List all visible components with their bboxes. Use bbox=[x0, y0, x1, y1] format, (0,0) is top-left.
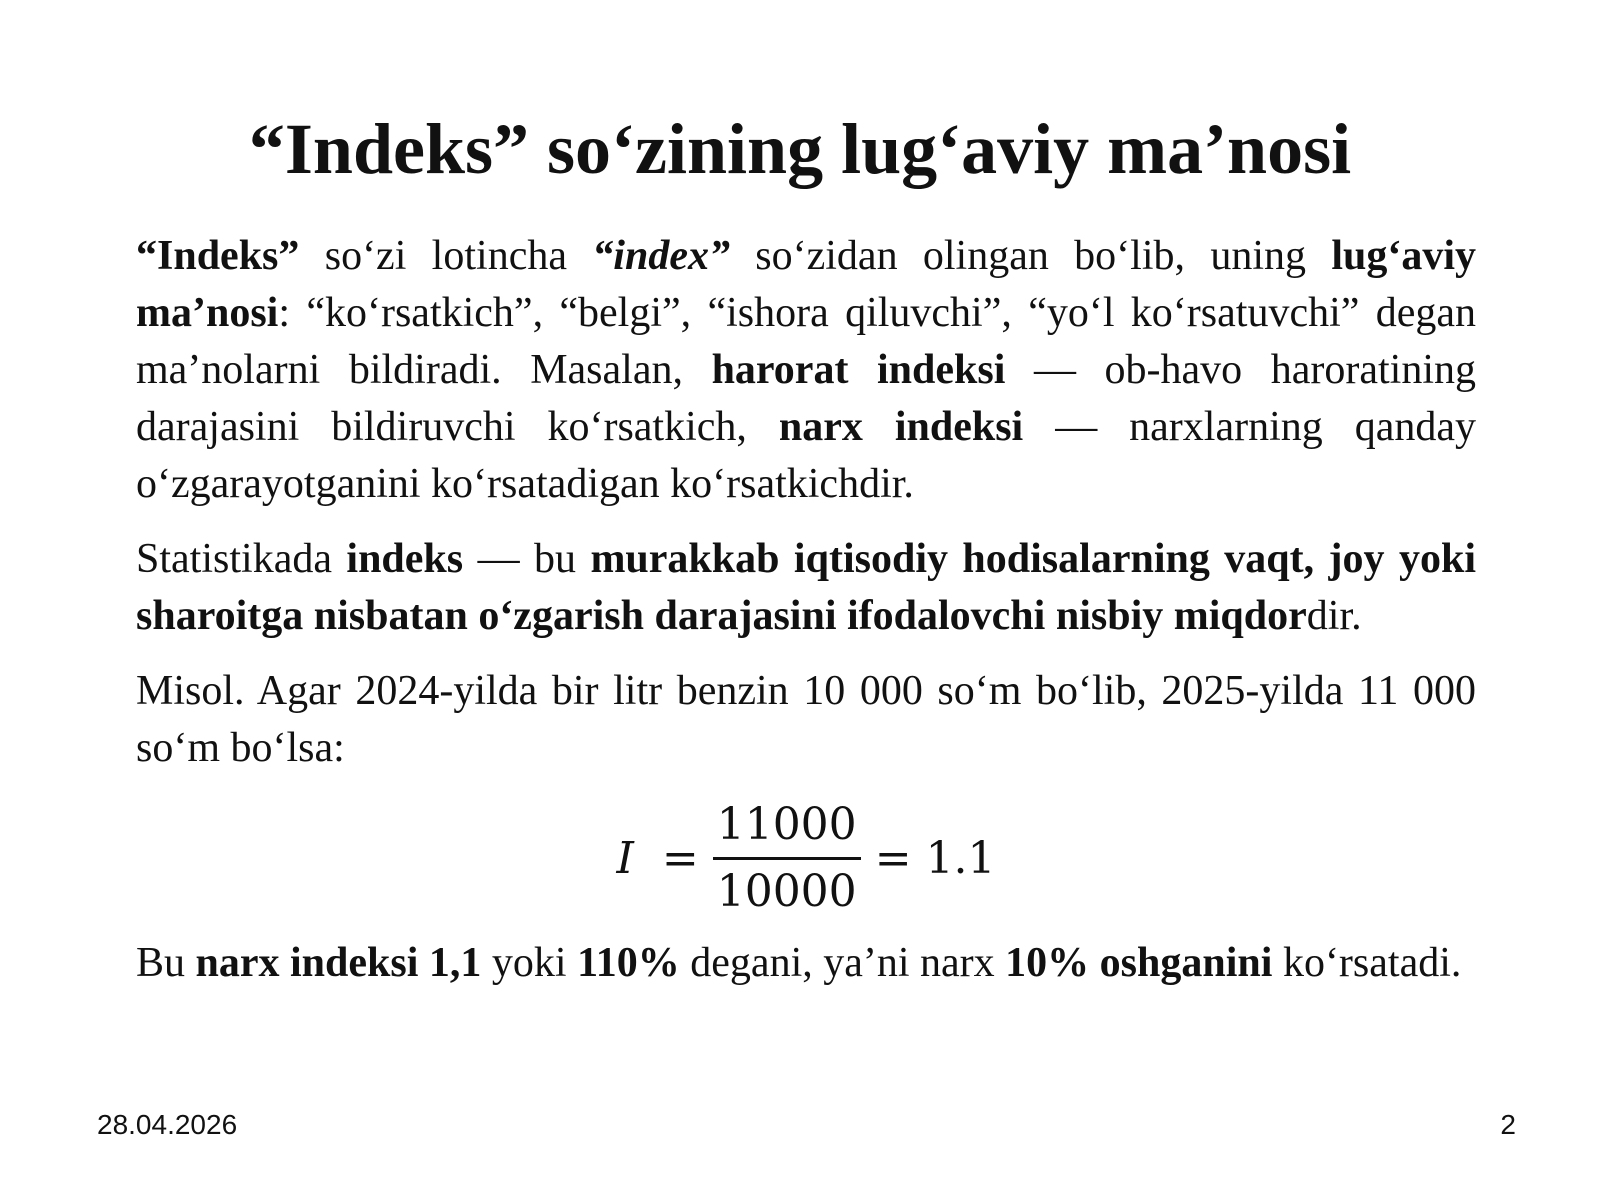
slide-body bbox=[136, 228, 1476, 992]
term-temperature-index: harorat indeksi bbox=[711, 347, 1006, 393]
text-run: Bu bbox=[136, 940, 196, 986]
formula-fraction bbox=[713, 799, 861, 918]
formula-numerator: 11000 bbox=[716, 798, 857, 850]
example-paragraph: Misol. Agar 2024-yilda bir litr benzin 10 000 so‘m bo‘lib, 2025-yilda 11 000 so‘m bo‘lsa: bbox=[136, 668, 1476, 771]
statistics-definition-paragraph bbox=[136, 531, 1476, 645]
slide-date: 28.04.2026 bbox=[97, 1109, 238, 1140]
definition-paragraph bbox=[136, 228, 1476, 513]
text-run: degani, ya’ni narx bbox=[679, 940, 1006, 986]
text-run: so‘zi lotincha bbox=[299, 233, 593, 279]
term-lexical-meaning: lug‘aviy ma’nosi bbox=[136, 233, 1476, 336]
slide-title: “Indeks” so‘zining lug‘aviy ma’nosi bbox=[248, 109, 1352, 189]
text-run: : “ko‘rsatkich”, “belgi”, “ishora qiluvchi”, “yo‘l ko‘rsatuvchi” degan ma’nolarni bildiradi. Masalan, bbox=[136, 290, 1476, 393]
slide-page-number: 2 bbox=[1500, 1109, 1516, 1140]
term-indeks-statistics: indeks bbox=[346, 536, 464, 582]
formula-equals-sign: = bbox=[874, 832, 912, 884]
text-run: dir. bbox=[1306, 593, 1362, 639]
text-run: so‘zidan olingan bo‘lib, uning bbox=[729, 233, 1332, 279]
text-run: Statistikada bbox=[136, 536, 347, 582]
formula-equals-sign: = bbox=[661, 832, 699, 884]
formula-denominator: 10000 bbox=[716, 865, 857, 917]
formula-result: 1.1 bbox=[925, 832, 996, 884]
text-run: yoki bbox=[481, 940, 578, 986]
definition-emphasis: murakkab iqtisodiy hodisalarning vaqt, joy yoki sharoitga nisbatan o‘zgarish darajasini ifodalovchi nisbiy miqdor bbox=[136, 536, 1476, 639]
percent-value: 110% bbox=[577, 940, 680, 986]
text-run: — narxlarning qanday o‘zgarayotganini ko‘rsatadigan ko‘rsatkichdir. bbox=[136, 404, 1476, 507]
price-index-value: narx indeksi 1,1 bbox=[195, 940, 482, 986]
term-index-latin: “index” bbox=[592, 233, 730, 279]
increase-value: 10% oshganini bbox=[1005, 940, 1273, 986]
term-price-index: narx indeksi bbox=[778, 404, 1024, 450]
index-formula bbox=[136, 789, 1476, 927]
text-run: — bu bbox=[463, 536, 591, 582]
text-run: — ob-havo haroratining darajasini bildiruvchi ko‘rsatkich, bbox=[136, 347, 1476, 450]
term-indeks: “Indeks” bbox=[136, 233, 300, 279]
text-run: ko‘rsatadi. bbox=[1272, 940, 1462, 986]
conclusion-paragraph bbox=[136, 935, 1476, 992]
formula-variable: I bbox=[616, 832, 634, 884]
